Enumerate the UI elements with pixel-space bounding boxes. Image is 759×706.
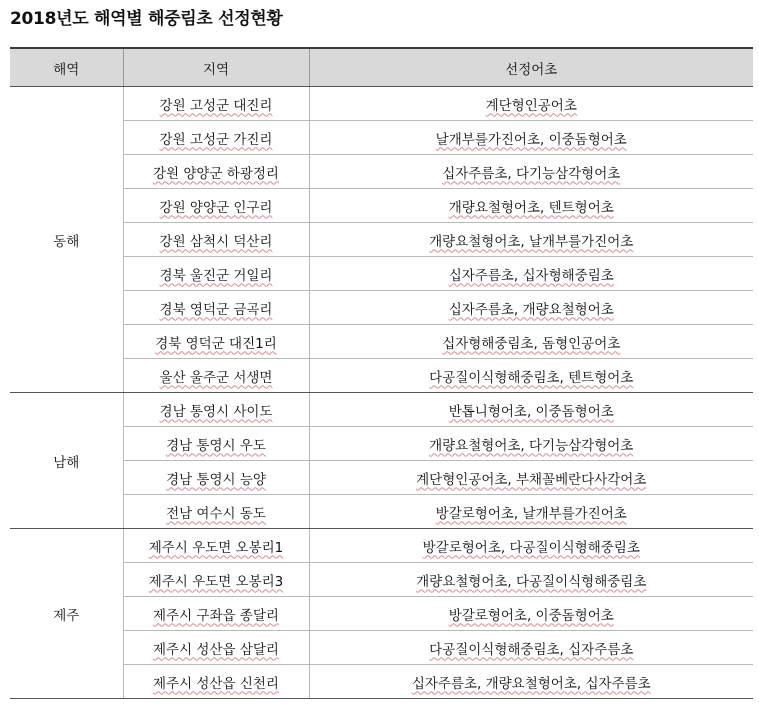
area-cell	[123, 563, 309, 597]
region-cell: 제주	[10, 529, 123, 699]
table-row	[10, 393, 753, 427]
reefs-text: 개량요철형어초, 다기능삼각형어초	[429, 437, 634, 454]
reefs-text: 다공질이식형해중림초, 텐트형어초	[429, 369, 634, 386]
area-text: 강원 삼척시 덕산리	[159, 233, 273, 250]
area-cell	[123, 87, 309, 121]
reefs-cell	[309, 257, 753, 291]
area-cell	[123, 189, 309, 223]
reefs-cell	[309, 325, 753, 359]
area-text: 울산 울주군 서생면	[159, 369, 273, 386]
area-cell	[123, 325, 309, 359]
reefs-cell	[309, 223, 753, 257]
reefs-cell	[309, 155, 753, 189]
reefs-text: 십자주름초, 다기능삼각형어초	[442, 165, 621, 182]
table-header-row	[10, 48, 753, 87]
area-cell	[123, 631, 309, 665]
reefs-cell	[309, 665, 753, 699]
table-row	[10, 87, 753, 121]
area-cell	[123, 291, 309, 325]
area-text: 강원 고성군 대진리	[159, 97, 273, 114]
area-cell	[123, 155, 309, 189]
region-cell: 남해	[10, 393, 123, 529]
area-text: 경남 통영시 능양	[166, 471, 266, 488]
table-row	[10, 529, 753, 563]
area-cell	[123, 121, 309, 155]
reefs-cell	[309, 563, 753, 597]
reefs-cell	[309, 393, 753, 427]
reefs-text: 개량요철형어초, 다공질이식형해중림초	[416, 573, 647, 590]
area-cell	[123, 495, 309, 529]
reefs-cell	[309, 427, 753, 461]
reefs-text: 방갈로형어초, 이중돔형어초	[448, 607, 614, 624]
reef-selection-table	[10, 47, 753, 699]
column-header-reefs: 선정어초	[309, 48, 753, 87]
page-title: 2018년도 해역별 해중림초 선정현황	[10, 9, 283, 29]
reefs-text: 십자주름초, 십자형해중림초	[448, 267, 614, 284]
reefs-cell	[309, 495, 753, 529]
area-cell	[123, 427, 309, 461]
column-header-region: 해역	[10, 48, 123, 87]
area-text: 제주시 우도면 오봉리1	[148, 539, 284, 556]
reefs-cell	[309, 631, 753, 665]
area-text: 제주시 구좌읍 종달리	[153, 607, 279, 624]
area-text: 강원 양양군 인구리	[159, 199, 273, 216]
reefs-cell	[309, 597, 753, 631]
reefs-text: 반톱니형어초, 이중돔형어초	[448, 403, 614, 420]
reefs-cell	[309, 189, 753, 223]
area-text: 경북 울진군 거일리	[159, 267, 273, 284]
area-text: 강원 고성군 가진리	[159, 131, 273, 148]
area-text: 제주시 우도면 오봉리3	[148, 573, 284, 590]
reefs-text: 개량요철형어초, 날개부를가진어초	[429, 233, 634, 250]
area-cell	[123, 359, 309, 393]
reefs-text: 다공질이식형해중림초, 십자주름초	[429, 641, 634, 658]
reefs-text: 십자주름초, 개량요철형어초	[448, 301, 614, 318]
area-cell	[123, 461, 309, 495]
reefs-text: 십자주름초, 개량요철형어초, 십자주름초	[411, 675, 651, 692]
reefs-cell	[309, 291, 753, 325]
area-text: 경남 통영시 사이도	[159, 403, 273, 420]
area-cell	[123, 223, 309, 257]
area-text: 경남 통영시 우도	[166, 437, 266, 454]
reefs-cell	[309, 359, 753, 393]
area-text: 제주시 성산읍 신천리	[153, 675, 279, 692]
reefs-text: 십자형해중림초, 돔형인공어초	[442, 335, 621, 352]
reefs-text: 방갈로형어초, 다공질이식형해중림초	[422, 539, 640, 556]
area-text: 경북 영덕군 대진1리	[155, 335, 277, 352]
area-text: 강원 양양군 하광정리	[153, 165, 279, 182]
reefs-cell	[309, 87, 753, 121]
reefs-text: 계단형인공어초	[485, 97, 577, 114]
area-cell	[123, 665, 309, 699]
reefs-cell	[309, 529, 753, 563]
reefs-cell	[309, 121, 753, 155]
column-header-area: 지역	[123, 48, 309, 87]
reefs-cell	[309, 461, 753, 495]
reefs-text: 날개부를가진어초, 이중돔형어초	[435, 131, 627, 148]
area-cell	[123, 257, 309, 291]
region-cell: 동해	[10, 87, 123, 393]
area-cell	[123, 529, 309, 563]
area-text: 경북 영덕군 금곡리	[159, 301, 273, 318]
area-cell	[123, 597, 309, 631]
reefs-text: 방갈로형어초, 날개부를가진어초	[435, 505, 627, 522]
reefs-text: 개량요철형어초, 텐트형어초	[448, 199, 614, 216]
area-text: 전남 여수시 동도	[166, 505, 266, 522]
area-text: 제주시 성산읍 삼달리	[153, 641, 279, 658]
reefs-text: 계단형인공어초, 부채꼴베란다사각어초	[416, 471, 647, 488]
area-cell	[123, 393, 309, 427]
